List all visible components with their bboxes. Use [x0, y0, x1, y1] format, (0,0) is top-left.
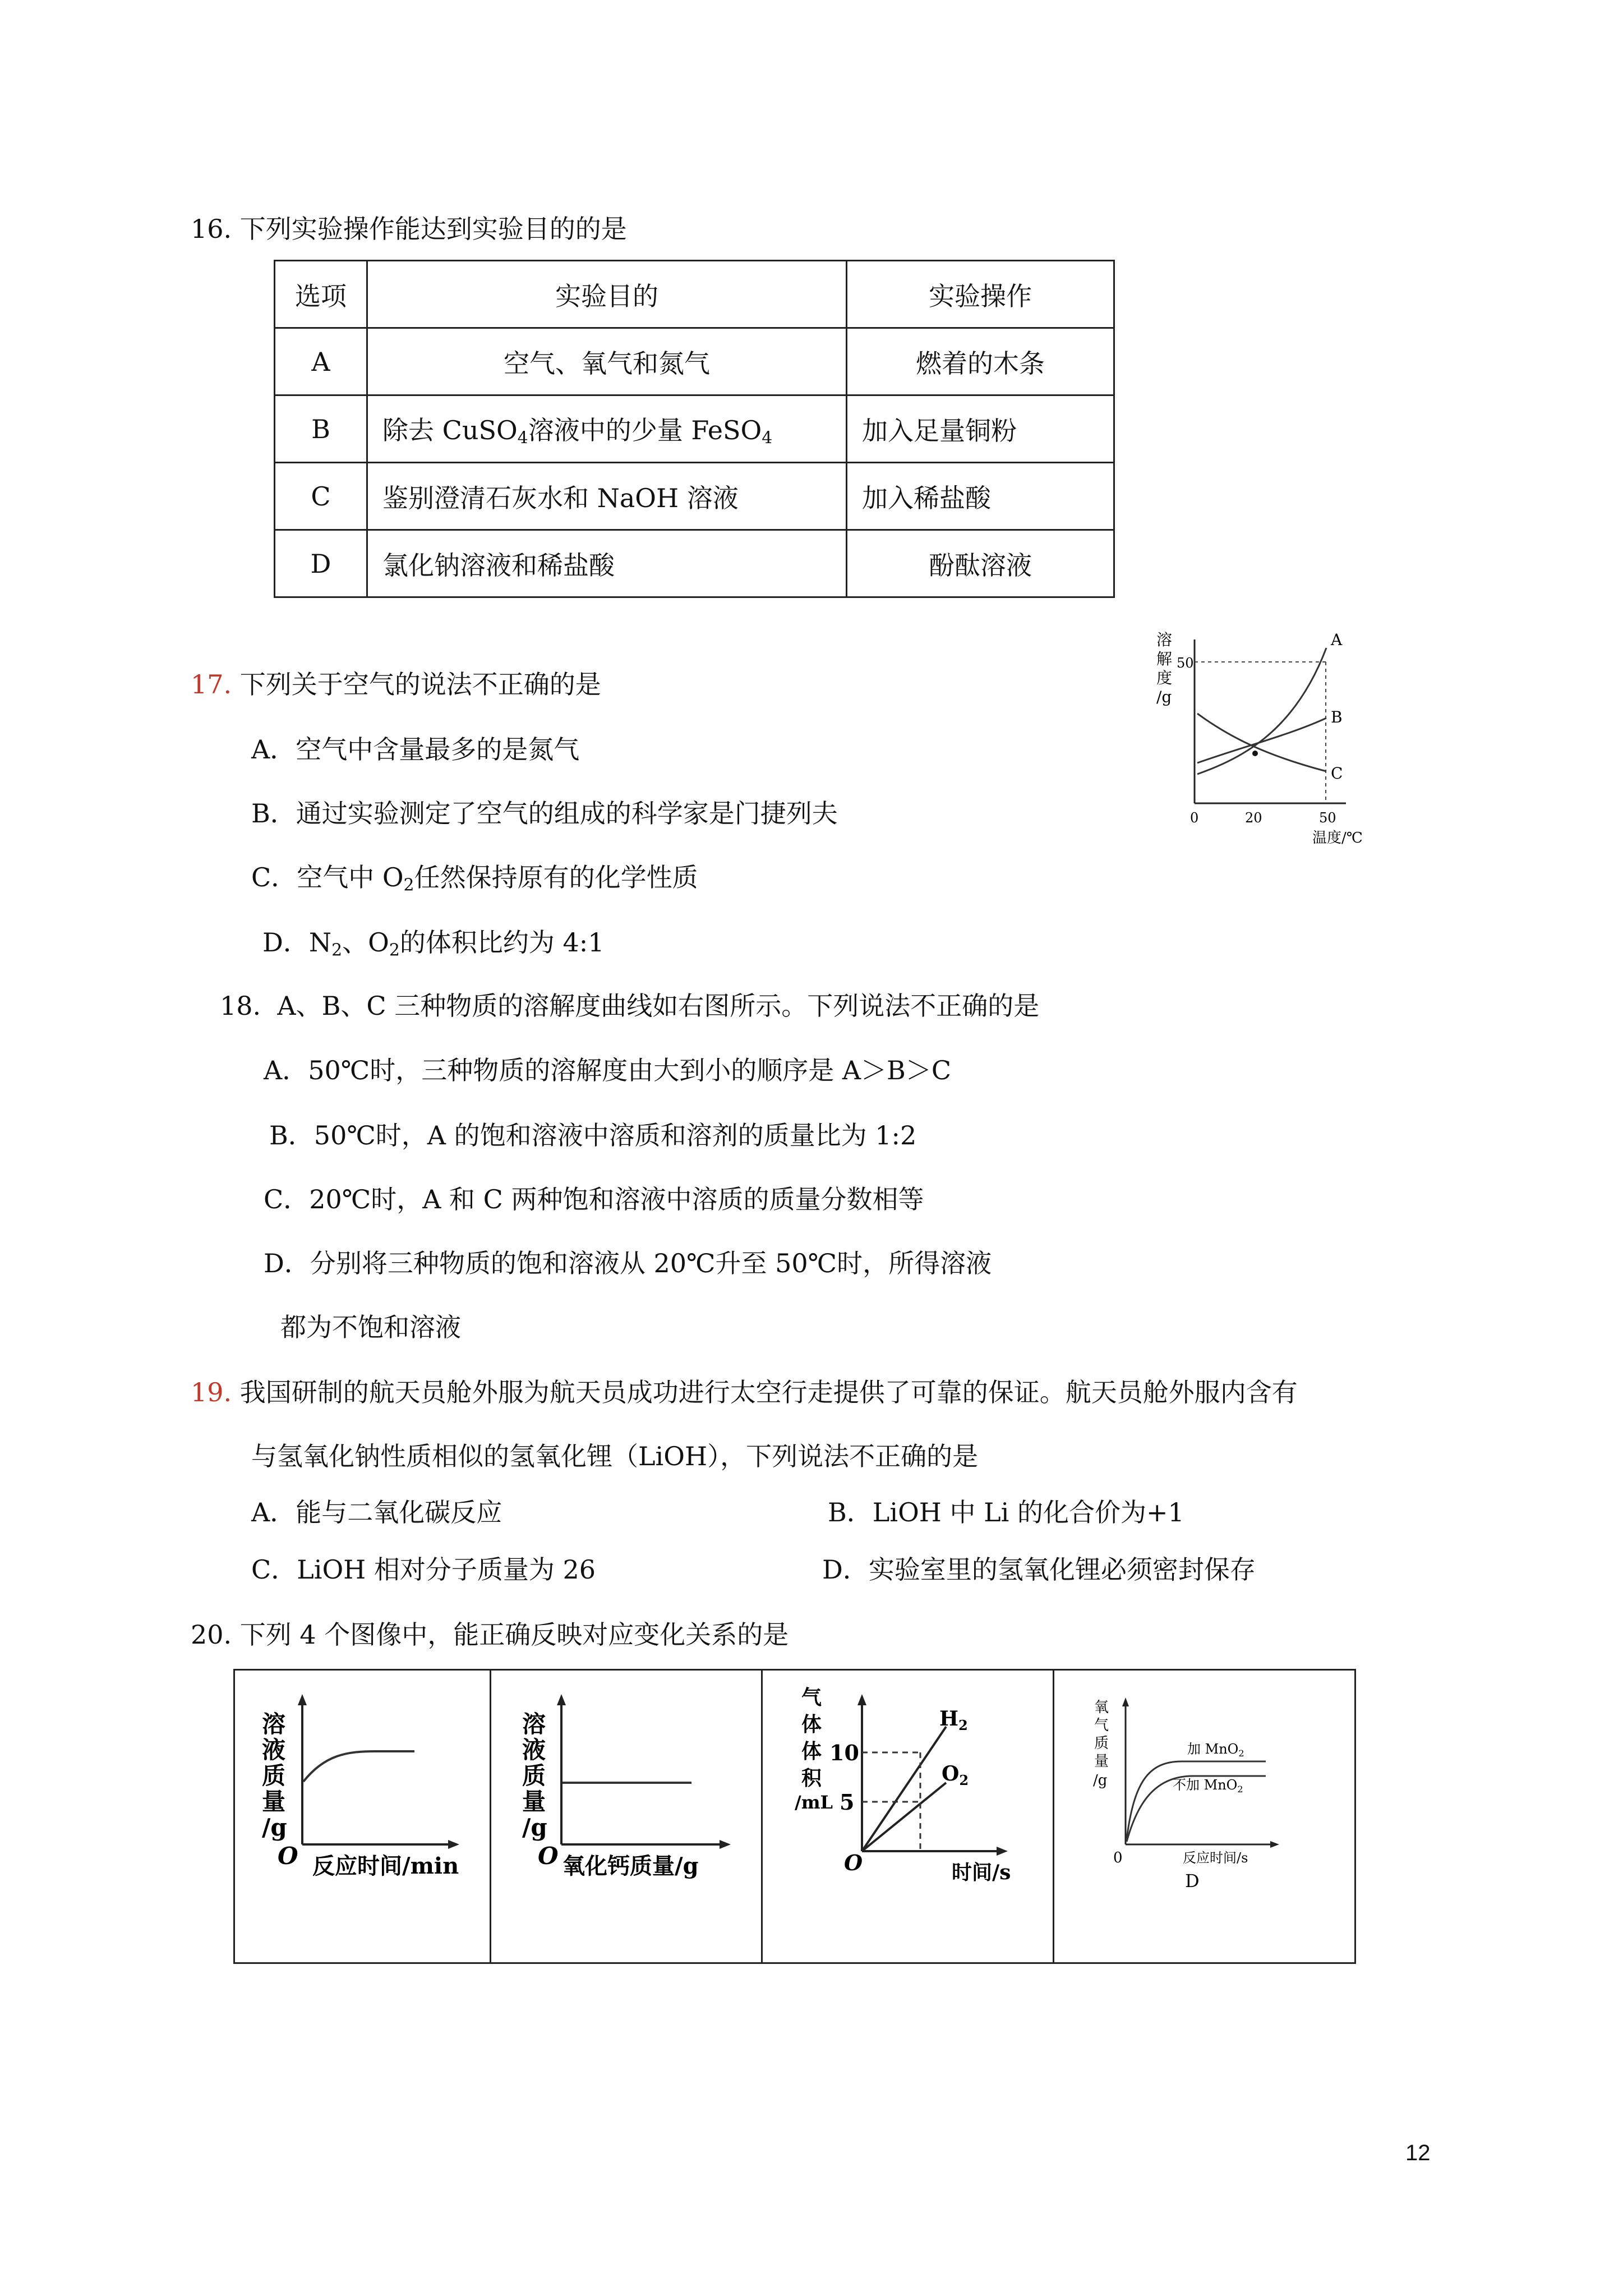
q16-stem: 16. 下列实验操作能达到实验目的的是 [191, 214, 627, 244]
graph-2-y-label-2: 液 [522, 1736, 546, 1764]
row-operation: 加入足量铜粉 [847, 395, 1114, 463]
curve-a [1197, 648, 1326, 774]
graph-4-caption: D [1185, 1870, 1200, 1892]
graph-2-origin: O [538, 1842, 559, 1870]
q19-stem-cont: 与氢氧化钠性质相似的氢氧化锂（LiOH），下列说法不正确的是 [251, 1441, 979, 1471]
row-operation: 燃着的木条 [847, 328, 1114, 395]
graph-2-y-arrow [557, 1694, 566, 1705]
graph-4 [1053, 1671, 1354, 1962]
q18-option-a: A．50℃时，三种物质的溶解度由大到小的顺序是 A＞B＞C [264, 1055, 952, 1085]
q18-stem: 18. A、B、C 三种物质的溶解度曲线如右图所示。下列说法不正确的是 [220, 991, 1040, 1021]
curve-b-label: B [1331, 708, 1343, 726]
graph-1-y-label-5: /g [262, 1814, 287, 1841]
row-option: B [275, 395, 367, 463]
chart-y-label [1156, 631, 1172, 706]
graph-3-y-label [795, 1686, 833, 1813]
intersection-point [1252, 751, 1258, 756]
graph-2-y-label-5: /g [522, 1814, 547, 1841]
graph-2 [490, 1671, 763, 1962]
graph-1-x-label: 反应时间/min [312, 1853, 459, 1879]
graph-2-y-label-3: 质 [522, 1762, 546, 1789]
row-purpose: 空气、氧气和氮气 [367, 328, 847, 395]
graph-1-y-label-4: 量 [262, 1788, 286, 1815]
chart-xtick-20: 20 [1245, 810, 1262, 826]
graph-2-y-label [522, 1710, 547, 1841]
graph-4-label-catalyst: 加 MnO$_2$ [1187, 1741, 1244, 1759]
row-option: C [275, 463, 367, 530]
graph-3-y-label-1: 气 [801, 1686, 822, 1709]
graph-2-x-arrow [720, 1840, 731, 1849]
row-operation: 加入稀盐酸 [847, 463, 1114, 530]
curve-a-label: A [1331, 631, 1343, 649]
chart-x-label: 温度/℃ [1312, 830, 1363, 846]
table-row [275, 328, 1114, 395]
graph-4-y-label [1093, 1699, 1109, 1789]
graph-4-x-label: 反应时间/s [1183, 1850, 1248, 1866]
table-header-row [275, 261, 1114, 328]
q19-option-b: B．LiOH 中 Li 的化合价为+1 [828, 1497, 1184, 1527]
graph-3-label-o2: $O_2$ [942, 1762, 969, 1788]
graph-3-y-label-5: /mL [795, 1792, 833, 1813]
q20-stem: 20. 下列 4 个图像中，能正确反映对应变化关系的是 [191, 1619, 789, 1650]
q19-stem: 19. 我国研制的航天员舱外服为航天员成功进行太空行走提供了可靠的保证。航天员舱外服内含有 [191, 1377, 1298, 1407]
q20-graphs [233, 1669, 1356, 1964]
header-purpose: 实验目的 [367, 261, 847, 328]
row-option: A [275, 328, 367, 395]
q17-option-b: B．通过实验测定了空气的组成的科学家是门捷列夫 [251, 798, 838, 829]
graph-1 [235, 1671, 491, 1962]
graph-4-label-no-catalyst: 不加 MnO$_2$ [1173, 1777, 1243, 1795]
graph-4-y-label-3: 质 [1094, 1735, 1109, 1752]
q17-option-a: A．空气中含量最多的是氮气 [251, 734, 580, 765]
graph-3 [761, 1671, 1054, 1962]
header-operation: 实验操作 [847, 261, 1114, 328]
chart-y-label-2: 解 [1156, 650, 1173, 668]
graph-2-x-label: 氧化钙质量/g [562, 1853, 699, 1879]
graph-1-y-label-3: 质 [262, 1762, 286, 1789]
graph-3-ytick-10: 10 [829, 1740, 859, 1765]
graph-4-y-arrow [1122, 1697, 1129, 1706]
header-option: 选项 [275, 261, 367, 328]
curve-c-label: C [1331, 764, 1343, 783]
graph-4-curve-catalyst [1127, 1761, 1266, 1839]
graph-3-y-label-3: 体 [801, 1740, 822, 1763]
chart-y-label-1: 溶 [1156, 631, 1173, 649]
graph-1-y-label-1: 溶 [262, 1710, 286, 1738]
q18-option-d-cont: 都为不饱和溶液 [280, 1312, 461, 1342]
graph-3-y-label-4: 积 [801, 1766, 822, 1790]
graph-1-y-arrow [298, 1694, 307, 1705]
graph-4-y-label-5: /g [1093, 1772, 1108, 1789]
chart-y-label-4: /g [1156, 688, 1172, 706]
graph-3-y-arrow [857, 1694, 866, 1705]
graph-3-origin: O [844, 1850, 863, 1875]
q19-option-a: A．能与二氧化碳反应 [251, 1497, 502, 1527]
graph-1-curve [303, 1751, 414, 1782]
graph-1-y-label-2: 液 [262, 1736, 286, 1764]
page-number: 12 [1405, 2141, 1431, 2165]
row-purpose: 氯化钠溶液和稀盐酸 [367, 530, 847, 597]
table-row [275, 530, 1114, 597]
graph-3-ytick-5: 5 [840, 1789, 855, 1815]
graph-4-x-arrow [1270, 1841, 1279, 1848]
graph-3-line-h2 [862, 1727, 946, 1851]
q19-option-d: D．实验室里的氢氧化锂必须密封保存 [822, 1554, 1256, 1585]
graph-3-label-h2: $H_2$ [939, 1707, 968, 1733]
q18-option-d: D．分别将三种物质的饱和溶液从 20℃升至 50℃时，所得溶液 [264, 1248, 992, 1278]
graph-4-y-label-4: 量 [1094, 1753, 1109, 1770]
graph-2-y-label-1: 溶 [522, 1710, 546, 1738]
graph-4-origin: 0 [1113, 1849, 1123, 1866]
chart-y-label-3: 度 [1156, 669, 1173, 687]
graph-2-y-label-4: 量 [522, 1788, 546, 1815]
chart-xtick-0: 0 [1190, 810, 1199, 826]
graph-1-y-label [262, 1710, 287, 1841]
row-operation: 酚酞溶液 [847, 530, 1114, 597]
table-row [275, 395, 1114, 463]
graph-1-x-arrow [448, 1840, 459, 1849]
table-row [275, 463, 1114, 530]
graph-3-x-arrow [997, 1847, 1008, 1856]
q17-option-c: C．空气中 $O_2$任然保持原有的化学性质 [251, 862, 698, 895]
q18-option-b: B．50℃时，A 的饱和溶液中溶质和溶剂的质量比为 1:2 [269, 1120, 917, 1151]
graph-3-line-o2 [862, 1783, 946, 1851]
graph-4-y-label-2: 气 [1094, 1717, 1109, 1734]
row-option: D [275, 530, 367, 597]
chart-xtick-50: 50 [1319, 810, 1336, 826]
graph-3-x-label: 时间/s [952, 1861, 1011, 1884]
graph-1-origin: O [278, 1842, 298, 1870]
q16-table [274, 260, 1115, 598]
graph-4-y-label-1: 氧 [1094, 1699, 1109, 1716]
q18-option-c: C．20℃时，A 和 C 两种饱和溶液中溶质的质量分数相等 [264, 1184, 924, 1214]
row-purpose: 鉴别澄清石灰水和 NaOH 溶液 [367, 463, 847, 530]
q19-option-c: C．LiOH 相对分子质量为 26 [251, 1554, 596, 1585]
q17-option-d: D．$N_2$、$O_2$的体积比约为 4:1 [262, 927, 605, 960]
q17-stem: 17. 下列关于空气的说法不正确的是 [191, 669, 601, 700]
solubility-chart [1144, 623, 1380, 847]
graph-3-y-label-2: 体 [801, 1713, 822, 1736]
row-purpose: 除去 CuSO$_4$溶液中的少量 FeSO$_4$ [367, 395, 847, 463]
chart-ytick-50: 50 [1177, 655, 1194, 671]
